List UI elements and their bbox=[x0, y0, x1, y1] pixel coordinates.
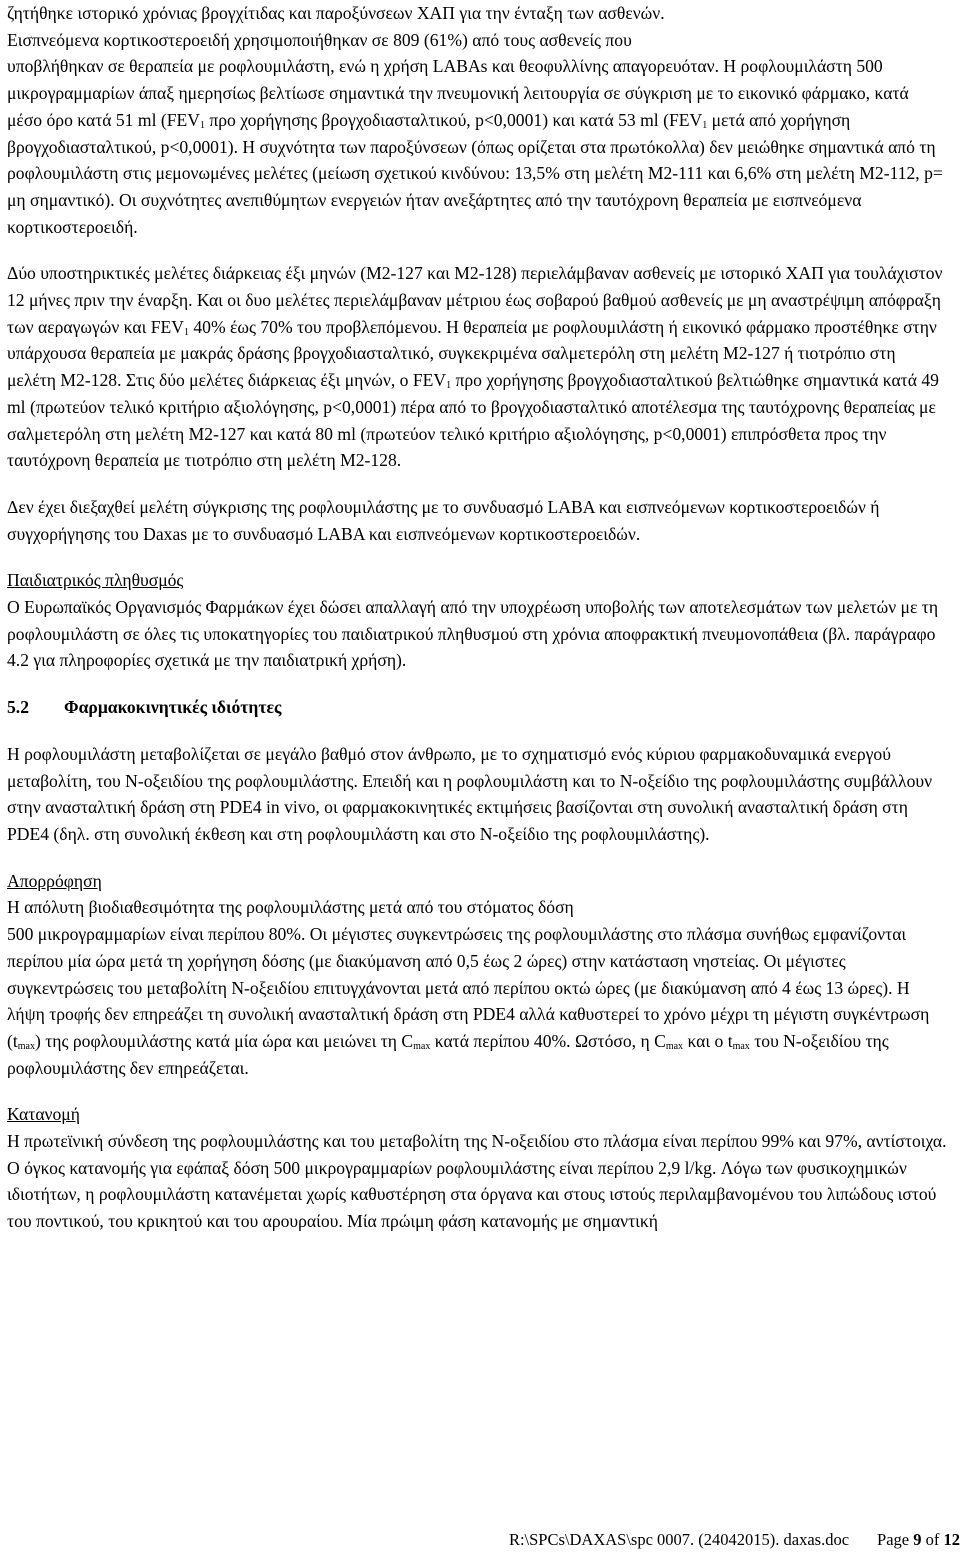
text-run: κατά περίπου 40%. Ωστόσο, η C bbox=[430, 1030, 666, 1051]
text-run: του N-οξειδίου της ροφλουμιλάστης δεν επηρεάζεται. bbox=[7, 1030, 889, 1078]
section-title: Φαρμακοκινητικές ιδιότητες bbox=[64, 697, 282, 718]
subheading-pediatric: Παιδιατρικός πληθυσμός bbox=[7, 570, 184, 591]
paragraph-supportive-studies bbox=[7, 260, 947, 474]
footer-page-of: of bbox=[921, 1530, 944, 1549]
document-page bbox=[7, 0, 947, 1235]
paragraph-absorption bbox=[7, 894, 947, 1081]
subscript: 1 bbox=[183, 326, 189, 338]
text-run: μετά από χορήγηση βρογχοδιασταλτικού, p<0,0001). Η συχνότητα των παροξύνσεων (όπως ορίζεται στα πρωτόκολλα) δεν μειώθηκε σημαντικά από τη ροφλουμιλάστη στις μεμονωμένες μελέτες (μείωση σχετικού κινδύνου: 13,5% στη μελέτη M2-111 και 6,6% στη μελέτη M2-112, p= μη σημαντικό). Οι συχνότητες ανεπιθύμητων ενεργειών ήταν ανεξάρτητες από την ταυτόχρονη θεραπεία με εισπνεόμενα κορτικοστεροειδή. bbox=[7, 109, 943, 237]
paragraph-pharmacokinetics: Η ροφλουμιλάστη μεταβολίζεται σε μεγάλο βαθμό στον άνθρωπο, με το σχηματισμό ενός κύριου φαρμακοδυναμικά ενεργού μεταβολίτη, του N-οξειδίου της ροφλουμιλάστης. Επειδή και η ροφλουμιλάστη και το N-οξείδιο της ροφλουμιλάστης συμβάλλουν στην ανασταλτική δράση στη PDE4 in vivo, οι φαρμακοκινητικές εκτιμήσεις βασίζονται στη συνολική ανασταλτική δράση στη PDE4 (δηλ. στη συνολική έκθεση και στη ροφλουμιλάστη και στο N-οξείδιο της ροφλουμιλάστης). bbox=[7, 743, 933, 844]
subscript: 1 bbox=[446, 380, 452, 392]
text-line: Εισπνεόμενα κορτικοστεροειδή χρησιμοποιήθηκαν σε 809 (61%) από τους ασθενείς που bbox=[7, 29, 632, 50]
text-run: 40% έως 70% του προβλεπόμενου. Η θεραπεία με ροφλουμιλάστη ή εικονικό φάρμακο προστέθηκε στην υπάρχουσα θεραπεία με μακράς δράσης βρογχοδιασταλτικό, συγκεκριμένα σαλμετερόλη στη μελέτη M2-127 ή τιοτρόπιο στη μελέτη M2-128. Στις δύο μελέτες διάρκειας έξι μηνών, ο FEV bbox=[7, 316, 937, 391]
paragraph-pediatric: Ο Ευρωπαϊκός Οργανισμός Φαρμάκων έχει δώσει απαλλαγή από την υποχρέωση υποβολής των αποτελεσμάτων των μελετών με τη ροφλουμιλάστη σε όλες τις υποκατηγορίες του παιδιατρικού πληθυσμού στη χρόνια αποφρακτική πνευμονοπάθεια (βλ. παράγραφο 4.2 για πληροφορίες σχετικά με την παιδιατρική χρήση). bbox=[7, 597, 939, 671]
subscript: 1 bbox=[199, 119, 205, 131]
text-line: υποβλήθηκαν σε θεραπεία με ροφλουμιλάστη, ενώ η χρήση LABAs και θεοφυλλίνης απαγορευόταν. bbox=[7, 56, 719, 77]
text-run: προ χορήγησης βρογχοδιασταλτικού βελτιώθηκε σημαντικά κατά 49 ml (πρωτεύον τελικό κριτήριο αξιολόγησης, p<0,0001) πέρα από το βρογχοδιασταλτικό αποτέλεσμα της ταυτόχρονης θεραπείας με σαλμετερόλη στη μελέτη M2-127 και κατά 80 ml (πρωτεύον τελικό κριτήριο αξιολόγησης, p<0,0001) επιπρόσθετα προς την ταυτόχρονη θεραπεία με τιοτρόπιο στη μελέτη M2-128. bbox=[7, 370, 939, 471]
text-line: ζητήθηκε ιστορικό χρόνιας βρογχίτιδας και παροξύνσεων ΧΑΠ για την ένταξη των ασθενών. bbox=[7, 3, 665, 23]
subscript: max bbox=[732, 1040, 750, 1052]
text-run: Η ροφλουμιλάστη 500 μικρογραμμαρίων άπαξ ημερησίως βελτίωσε σημαντικά την πνευμονική λειτουργία σε σύγκριση με το εικονικό φάρμακο, κατά μέσο όρο κατά 51 ml (FEV bbox=[7, 56, 909, 130]
footer-page-total: 12 bbox=[943, 1530, 960, 1549]
text-run: Δύο υποστηρικτικές μελέτες διάρκειας έξι μηνών (M2-127 και M2-128) περιελάμβαναν ασθενείς με ιστορικό ΧΑΠ για τουλάχιστον 12 μήνες πριν την έναρξη. Και οι δυο μελέτες περιελάμβαναν μέτριου έως σοβαρού βαθμού ασθενείς με μη αναστρέψιμη απόφραξη των αεραγωγών και FEV bbox=[7, 263, 943, 337]
paragraph-no-comparison: Δεν έχει διεξαχθεί μελέτη σύγκρισης της ροφλουμιλάστης με το συνδυασμό LABA και εισπνεόμενων κορτικοστεροειδών ή συγχορήγησης του Daxas με το συνδυασμό LABA και εισπνεόμενων κορτικοστεροειδών. bbox=[7, 496, 880, 544]
paragraph-study-intro bbox=[7, 0, 947, 240]
page-footer bbox=[509, 1528, 960, 1552]
text-run: προ χορήγησης βρογχοδιασταλτικού, p<0,0001) και κατά 53 ml (FEV bbox=[204, 109, 703, 130]
section-heading bbox=[7, 694, 947, 721]
footer-page-current: 9 bbox=[913, 1530, 922, 1549]
section-number: 5.2 bbox=[7, 697, 29, 718]
subscript: max bbox=[413, 1040, 431, 1052]
footer-page-label: Page bbox=[877, 1530, 914, 1549]
subscript: max bbox=[665, 1040, 684, 1052]
subscript: 1 bbox=[702, 119, 708, 131]
text-line: Η απόλυτη βιοδιαθεσιμότητα της ροφλουμιλάστης μετά από του στόματος δόση bbox=[7, 897, 574, 918]
text-run: και ο t bbox=[683, 1030, 733, 1051]
subscript: max bbox=[17, 1040, 35, 1052]
text-run: 500 μικρογραμμαρίων είναι περίπου 80%. Οι μέγιστες συγκεντρώσεις της ροφλουμιλάστης στο πλάσμα συνήθως εμφανίζονται περίπου μία ώρα μετά τη χορήγηση δόσης (με διακύμανση από 0,5 έως 2 ώρες) στην κατάσταση νηστείας. Οι μέγιστες συγκεντρώσεις του μεταβολίτη N-οξειδίου επιτυγχάνονται μετά από περίπου οκτώ ώρες (με διακύμανση από 4 έως 13 ώρες). Η λήψη τροφής δεν επηρεάζει τη συνολική ανασταλτική δράση στη PDE4 αλλά καθυστερεί το χρόνο μέχρι τη μέγιστη συγκέντρωση (t bbox=[7, 924, 930, 1051]
subheading-distribution: Κατανομή bbox=[7, 1104, 80, 1125]
text-run: ) της ροφλουμιλάστης κατά μία ώρα και μειώνει τη C bbox=[34, 1030, 414, 1051]
paragraph-distribution: Η πρωτεϊνική σύνδεση της ροφλουμιλάστης και του μεταβολίτη της N-οξειδίου στο πλάσμα είναι περίπου 99% και 97%, αντίστοιχα. Ο όγκος κατανομής για εφάπαξ δόση 500 μικρογραμμαρίων ροφλουμιλάστης είναι περίπου 2,9 l/kg. Λόγω των φυσικοχημικών ιδιοτήτων, η ροφλουμιλάστη κατανέμεται χωρίς καθυστέρηση στα όργανα και στους ιστούς περιλαμβανομένου του λιπώδους ιστού του ποντικού, του κρικητού και του αρουραίου. Μία πρώιμη φάση κατανομής με σημαντική bbox=[7, 1131, 947, 1232]
subheading-absorption: Απορρόφηση bbox=[7, 870, 102, 891]
footer-file-path: R:\SPCs\DAXAS\spc 0007. (24042015). daxas.doc bbox=[508, 1530, 850, 1549]
